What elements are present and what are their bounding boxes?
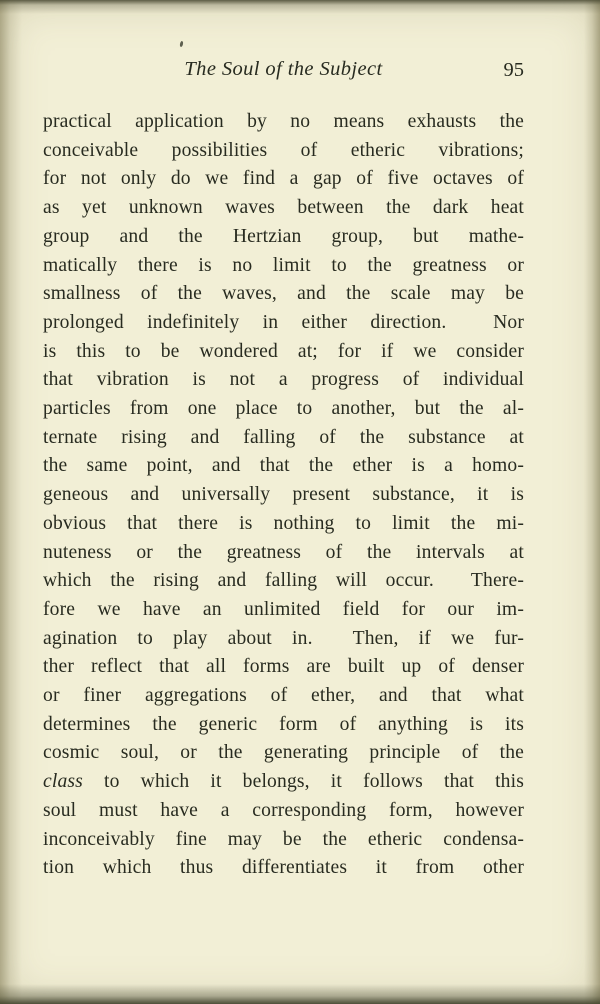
text-line: as yet unknown waves between the dark heat (43, 197, 524, 219)
text-line: or finer aggregations of ether, and that what (43, 685, 524, 707)
text-line: practical application by no means exhausts the (43, 111, 524, 132)
body-text (43, 108, 524, 883)
text-line: which the rising and falling will occur. There- (43, 570, 524, 592)
text-line: prolonged indefinitely in either direction. Nor (43, 311, 524, 333)
text-line: ther reflect that all forms are built up of denser (43, 656, 524, 678)
page-number: 95 (503, 59, 524, 81)
text-line: obvious that there is nothing to limit the mi- (43, 512, 524, 534)
text-line: determines the generic form of anything is its (43, 713, 524, 735)
text-line: that vibration is not a progress of individual (43, 369, 524, 391)
text-line: conceivable possibilities of etheric vibrations; (43, 139, 524, 161)
page-content (43, 58, 524, 883)
text-line: is this to be wondered at; for if we consider (43, 340, 524, 362)
ink-speck (179, 41, 183, 47)
running-header (43, 58, 524, 90)
text-line: cosmic soul, or the generating principle of the (43, 742, 524, 764)
text-line: agination to play about in. Then, if we fur- (43, 627, 524, 649)
text-line: for not only do we find a gap of five octaves of (43, 168, 524, 190)
text-line: inconceivably fine may be the etheric condensa- (43, 828, 524, 850)
text-line: smallness of the waves, and the scale may be (43, 283, 524, 305)
text-line: geneous and universally present substance, it is (43, 484, 524, 506)
text-line: group and the Hertzian group, but mathe- (43, 225, 524, 247)
text-line: particles from one place to another, but the al- (43, 398, 524, 420)
text-line: the same point, and that the ether is a homo- (43, 455, 524, 477)
text-line: fore we have an unlimited field for our im- (43, 598, 524, 620)
text-line: ternate rising and falling of the substance at (43, 426, 524, 448)
text-line: class to which it belongs, it follows that this (43, 771, 524, 793)
text-line: matically there is no limit to the greatness or (43, 254, 524, 276)
text-line: tion which thus differentiates it from other (43, 857, 524, 879)
text-line: soul must have a corresponding form, however (43, 799, 524, 821)
chapter-title: The Soul of the Subject (184, 58, 383, 80)
text-line: nuteness or the greatness of the intervals at (43, 541, 524, 563)
